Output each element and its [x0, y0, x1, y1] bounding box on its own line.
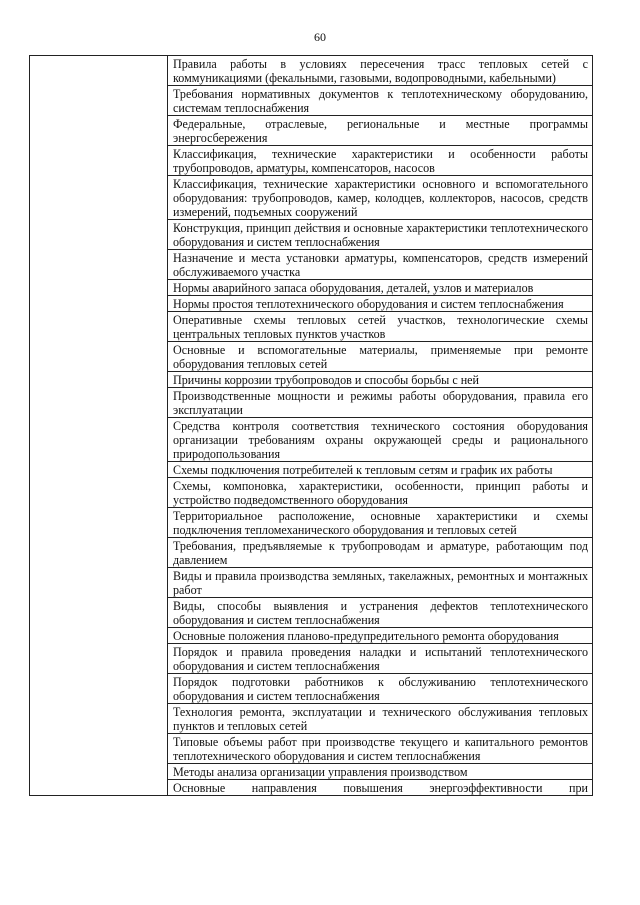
table-cell: Нормы простоя теплотехнического оборудования и систем теплоснабжения [168, 296, 593, 312]
table-cell: Федеральные, отраслевые, региональные и местные программы энергосбережения [168, 116, 593, 146]
table-cell: Технология ремонта, эксплуатации и технического обслуживания тепловых пунктов и тепловых сетей [168, 704, 593, 734]
table-cell: Схемы, компоновка, характеристики, особенности, принцип работы и устройство подведомственного оборудования [168, 478, 593, 508]
table-cell: Конструкция, принцип действия и основные характеристики теплотехнического оборудования и систем теплоснабжения [168, 220, 593, 250]
table-label-cell [30, 56, 168, 796]
table-cell: Производственные мощности и режимы работы оборудования, правила его эксплуатации [168, 388, 593, 418]
table-cell: Порядок и правила проведения наладки и испытаний теплотехнического оборудования и систем теплоснабжения [168, 644, 593, 674]
requirements-table [29, 55, 593, 796]
table-cell: Виды, способы выявления и устранения дефектов теплотехнического оборудования и систем теплоснабжения [168, 598, 593, 628]
table-cell: Причины коррозии трубопроводов и способы борьбы с ней [168, 372, 593, 388]
requirements-table-body [30, 56, 593, 796]
table-cell: Классификация, технические характеристики основного и вспомогательного оборудования: трубопроводов, камер, колодцев, коллекторов, насосов, средств измерений, подъемных сооружений [168, 176, 593, 220]
table-row [30, 56, 593, 86]
table-cell: Оперативные схемы тепловых сетей участков, технологические схемы центральных тепловых пунктов участков [168, 312, 593, 342]
table-cell: Территориальное расположение, основные характеристики и схемы подключения тепломеханического оборудования и тепловых сетей [168, 508, 593, 538]
table-cell: Основные направления повышения энергоэффективности при [168, 780, 593, 796]
table-cell: Назначение и места установки арматуры, компенсаторов, средств измерений обслуживаемого участка [168, 250, 593, 280]
table-cell: Основные и вспомогательные материалы, применяемые при ремонте оборудования тепловых сетей [168, 342, 593, 372]
table-cell: Основные положения планово-предупредительного ремонта оборудования [168, 628, 593, 644]
table-cell: Средства контроля соответствия технического состояния оборудования организации требованиям охраны окружающей среды и рационального природопользования [168, 418, 593, 462]
page-number: 60 [314, 30, 326, 44]
table-cell: Требования нормативных документов к теплотехническому оборудованию, системам теплоснабжения [168, 86, 593, 116]
table-cell: Порядок подготовки работников к обслуживанию теплотехнического оборудования и систем теплоснабжения [168, 674, 593, 704]
table-cell: Нормы аварийного запаса оборудования, деталей, узлов и материалов [168, 280, 593, 296]
table-cell: Виды и правила производства земляных, такелажных, ремонтных и монтажных работ [168, 568, 593, 598]
table-cell: Схемы подключения потребителей к тепловым сетям и график их работы [168, 462, 593, 478]
table-cell: Типовые объемы работ при производстве текущего и капитального ремонтов теплотехнического оборудования и систем теплоснабжения [168, 734, 593, 764]
table-cell: Правила работы в условиях пересечения трасс тепловых сетей с коммуникациями (фекальными, газовыми, водопроводными, кабельными) [168, 56, 593, 86]
table-cell: Методы анализа организации управления производством [168, 764, 593, 780]
table-cell: Требования, предъявляемые к трубопроводам и арматуре, работающим под давлением [168, 538, 593, 568]
table-cell: Классификация, технические характеристики и особенности работы трубопроводов, арматуры, компенсаторов, насосов [168, 146, 593, 176]
